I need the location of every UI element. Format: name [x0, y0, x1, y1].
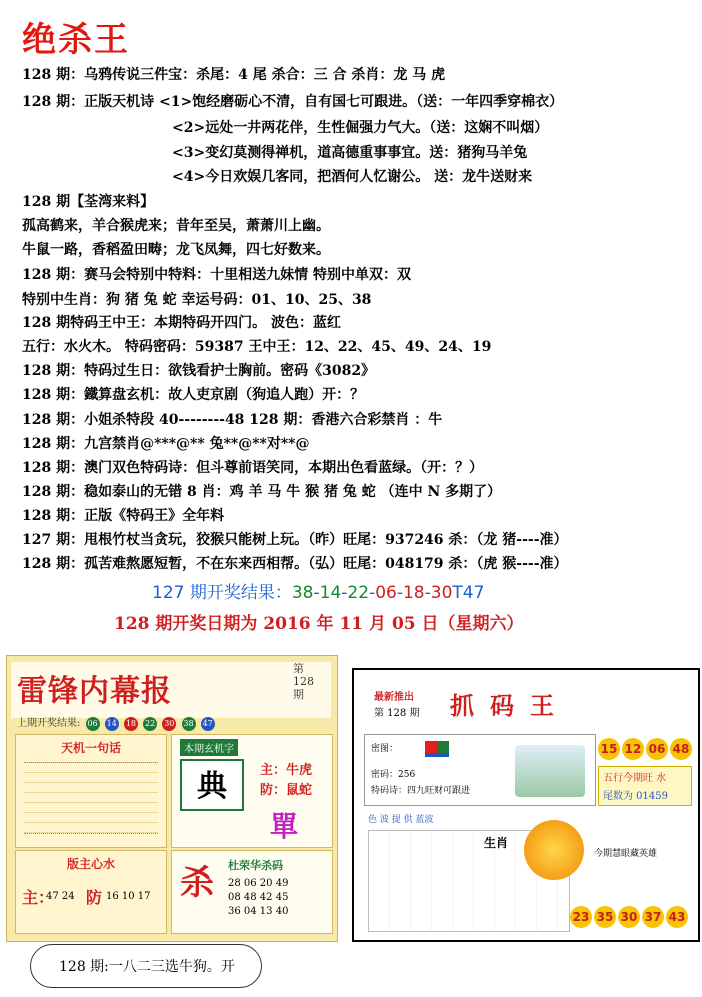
banzhu-title: 版主心水: [66, 857, 115, 871]
logo-icon: [437, 741, 449, 753]
panel-issue: [293, 662, 313, 701]
info-line: 五行：水火木。 特码密码：59387 王中王：12、22、45、49、24、19: [22, 339, 492, 355]
number-ball: 30: [618, 906, 640, 928]
bubble-text: 128 期:一八二三选牛狗。开: [59, 959, 235, 975]
result-number: 22: [347, 583, 370, 603]
single-char: 單: [270, 810, 299, 843]
info-line: <3>变幻莫测得禅机，道高德重事事宜。送：猪狗马羊兔: [172, 145, 528, 161]
info-line: 128 期：澳门双色特码诗：但斗尊前语笑同，本期出色看蓝绿。（开：？）: [22, 460, 484, 476]
wuxing-box: [598, 766, 692, 806]
tiger-illustration: [524, 820, 584, 880]
guard-pick: 防：鼠蛇: [260, 783, 313, 798]
number-ball: 15: [598, 738, 620, 760]
result-number: 30: [430, 583, 453, 603]
last-result-row: [17, 714, 215, 731]
info-line: 128 期：孤苦难熬愿短暂，不在东来西相帮。（弘）旺尾：048179 杀：（虎 猴----准）: [22, 556, 568, 572]
weishu-text: 尾数为 01459: [603, 791, 668, 802]
killer-row: 08 48 42 45: [228, 892, 289, 903]
info-line: 128 期：小姐杀特段 40--------48 128 期：香港六合彩禁肖 ：牛: [22, 412, 443, 428]
tianji-list: [24, 762, 158, 834]
zodiac-label: 生肖: [484, 836, 509, 850]
info-line: 牛鼠一路，香稻盈田畴；龙飞凤舞，四七好数来。: [22, 242, 330, 258]
info-line: <2>远处一井两花伴，生性倔强力气大。（送：这娴不叫烟）: [172, 120, 549, 136]
last-result-label: 上期开奖结果:: [17, 718, 81, 729]
info-line: 特别中生肖：狗 猪 兔 蛇 幸运号码：01、10、25、38: [22, 292, 372, 308]
xuanji-char: 典: [197, 769, 227, 804]
wuxing-text: 五行今期旺 水: [603, 773, 667, 784]
info-line: 128 期特码王中王：本期特码开四门。 波色：蓝红: [22, 315, 341, 331]
mima-code: 密码：256: [371, 770, 416, 780]
issue-number: 128: [293, 675, 314, 688]
info-line: 128 期：稳如泰山的无错 8 肖：鸡 羊 马 牛 猴 猪 兔 蛇 （连中 N 多期了）: [22, 484, 502, 500]
result-number: 14: [319, 583, 342, 603]
issue-prefix: 第: [293, 662, 304, 675]
color-wave-label: 色 波 提 供 蓝波: [368, 815, 434, 825]
number-ball: 37: [642, 906, 664, 928]
xuanji-char-box: [180, 759, 244, 811]
result-ball: 47: [201, 717, 215, 731]
latest-label: 最新推出: [374, 692, 414, 703]
banzhu-main-nums: 47 24: [46, 891, 75, 902]
killer-box: [171, 850, 333, 934]
info-line: <4>今日欢娱几客同，把酒何人忆谢公。 送：龙牛送财来: [172, 169, 533, 185]
zhuamawang-panel: [352, 668, 700, 942]
result-ball: 14: [105, 717, 119, 731]
main-pick: 主：牛虎: [260, 763, 313, 778]
xuanji-box: [171, 734, 333, 848]
info-line: 128 期：鐵算盘玄机：故人吏京剧（狗追人跑）开：？: [22, 387, 365, 403]
number-ball: 12: [622, 738, 644, 760]
info-line: 128 期：赛马会特别中特料：十里相送九妹情 特别中单双：双: [22, 267, 411, 283]
leifeng-panel: [6, 655, 338, 942]
info-line: 127 期：甩根竹杖当贪玩，狡猴只能树上玩。（昨）旺尾：937246 杀：（龙 猪----准）: [22, 532, 568, 548]
result-number: 18: [402, 583, 425, 603]
result-label: 127 期开奖结果：: [152, 583, 292, 603]
page-title: 绝杀王: [22, 20, 130, 60]
result-number: 06: [375, 583, 397, 603]
result-ball: 18: [124, 717, 138, 731]
panel-brand: 抓码王: [450, 691, 570, 720]
result-ball: 38: [182, 717, 196, 731]
mima-label: 密图：: [371, 744, 399, 754]
kill-char: 杀: [180, 863, 214, 903]
xuanji-title: 本期玄机字: [180, 739, 238, 756]
killer-row: 28 06 20 49: [228, 878, 289, 889]
draw-date: 128 期开奖日期为 2016 年 11 月 05 日（星期六）: [114, 614, 524, 634]
mima-box: [364, 734, 596, 806]
info-line: 128 期：正版天机诗 <1>饱经磨砺心不清，自有国七可跟进。（送：一年四季穿棉衣）: [22, 94, 564, 110]
result-ball: 06: [86, 717, 100, 731]
result-number: 38: [291, 583, 314, 603]
tianji-title: 天机一句话: [60, 741, 121, 755]
result-special: T47: [452, 583, 485, 603]
banzhu-main-label: 主：: [22, 888, 55, 907]
killer-nums: [228, 877, 288, 919]
result-ball: 30: [162, 717, 176, 731]
panel-brand: 雷锋内幕报: [17, 674, 172, 709]
killer-title: 杜荣华杀码: [228, 859, 283, 872]
landscape-illustration: [515, 745, 585, 797]
banzhu-guard-label: 防: [86, 888, 103, 907]
info-line: 128 期【荃湾来料】: [22, 194, 155, 210]
tianji-box: [15, 734, 167, 848]
result-ball: 22: [143, 717, 157, 731]
info-line: 孤高鹤来，羊合猴虎来；昔年至吴，萧萧川上幽。: [22, 218, 330, 234]
number-ball: 48: [670, 738, 692, 760]
draw-result: 127 期开奖结果：38-14-22-06-18-30T47: [152, 583, 485, 603]
speech-bubble: [30, 944, 262, 988]
tema-poem: 特码诗：四九旺财可跟进: [371, 786, 471, 796]
logo-icon: [425, 753, 449, 757]
logo-icon: [425, 741, 437, 753]
number-ball: 35: [594, 906, 616, 928]
info-line: 128 期：特码过生日：欲钱看护士胸前。密码《3082》: [22, 363, 376, 379]
info-line: 128 期：九宫禁肖@***@** 兔**@**对**@: [22, 436, 310, 452]
issue-suffix: 期: [293, 688, 304, 701]
killer-row: 36 04 13 40: [228, 906, 289, 917]
killer-text: 今期慧眼藏英雄: [594, 849, 658, 859]
info-line: 128 期：正版《特码王》全年料: [22, 508, 225, 524]
banzhu-box: [15, 850, 167, 934]
info-line: 128 期：乌鸦传说三件宝：杀尾：4 尾 杀合：三 合 杀肖：龙 马 虎: [22, 67, 446, 83]
number-ball: 06: [646, 738, 668, 760]
banzhu-guard-nums: 16 10 17: [106, 891, 151, 902]
panel-issue: 第 128 期: [374, 708, 420, 719]
number-ball: 23: [570, 906, 592, 928]
number-ball: 43: [666, 906, 688, 928]
